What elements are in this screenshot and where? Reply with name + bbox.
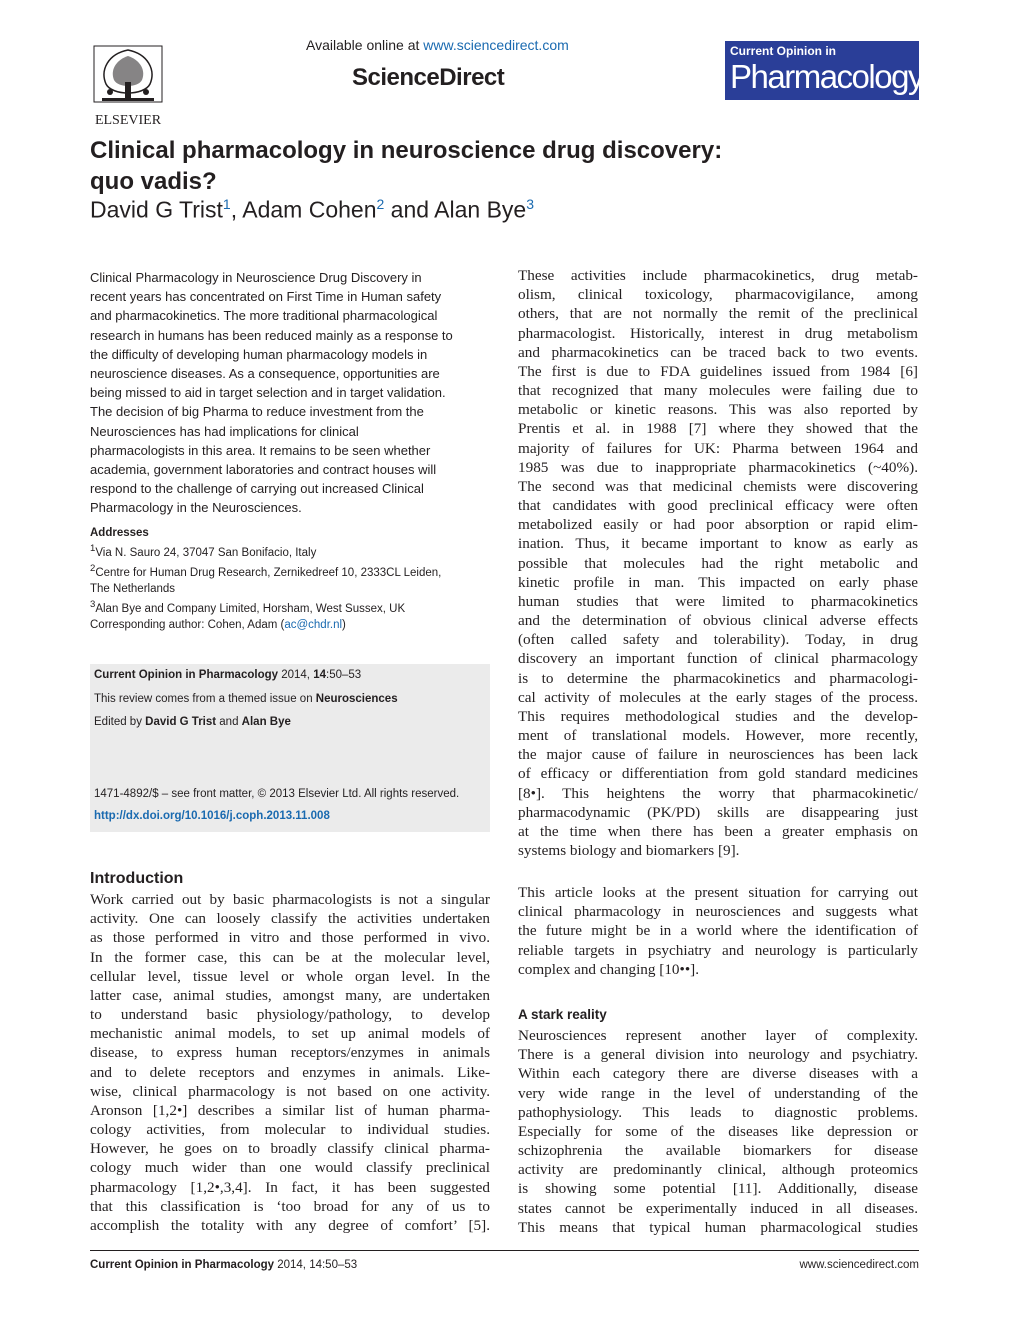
intro-text-line: In the former case, this can be at the molecular level, <box>90 948 490 966</box>
right-1-line: systems biology and biomarkers [9]. <box>518 842 740 860</box>
address-2 <box>90 561 490 581</box>
stark-reality-heading: A stark reality <box>518 1007 607 1022</box>
right-1-line: that recognized that many molecules were failing due to <box>518 382 918 400</box>
journal-banner-top: Current Opinion in <box>730 44 836 58</box>
abstract-line: the difficulty of developing human pharmacology models in <box>90 346 428 362</box>
right-1-line: (often called safety and tolerability). Today, in drug <box>518 631 918 649</box>
author-3: Alan Bye <box>434 196 527 223</box>
right-1-line: These activities include pharmacokinetics, drug metab- <box>518 267 918 284</box>
addresses-heading: Addresses <box>90 527 149 539</box>
right-1-line: and pharmacokinetics can be traced back to two events. <box>518 343 918 361</box>
right-1-line: 1985 was due to inappropriate pharmacokinetics (~40%). <box>518 458 918 476</box>
author-sep: and <box>384 196 435 223</box>
available-online <box>306 37 569 53</box>
right-1-line: kinetic profile in man. This impacted on early phase <box>518 573 918 591</box>
address-num: 1 <box>90 543 96 554</box>
elsevier-logo <box>88 40 168 128</box>
author-sep: , <box>230 196 243 223</box>
right-1-line: [8•]. This heightens the worry that pharmacokinetic/ <box>518 784 918 802</box>
intro-text-line: to understand basic physiology/pathology, to develop <box>90 1006 490 1024</box>
intro-text-line: wise, clinical pharmacology is not based on one activity. <box>90 1082 490 1100</box>
right-1-line: that candidates with good preclinical efficacy were often <box>518 497 918 515</box>
intro-text-line: cology much wider than one would classify preclinical <box>90 1159 490 1177</box>
right-1-line: human studies that were limited to pharmacokinetics <box>518 592 918 610</box>
abstract <box>90 268 490 518</box>
abstract-line: academia, government laboratories and contract houses will <box>90 462 437 478</box>
right-2-line: complex and changing [10••]. <box>518 960 700 978</box>
right-1-line: possible that molecules had the right metabolic and <box>518 554 918 572</box>
abstract-line: Pharmacology in the Neurosciences. <box>90 500 302 516</box>
intro-text-line: However, he goes on to broadly classify clinical pharma- <box>90 1140 490 1158</box>
corr-email-link[interactable]: ac@chdr.nl <box>284 619 343 631</box>
intro-text-line: that this classification is ‘too broad for any of us to <box>90 1197 490 1215</box>
info-theme-prefix: This review comes from a themed issue on <box>94 693 316 705</box>
right-1-line: pharmacologist. Historically, interest in drug metabolism <box>518 324 918 342</box>
footer-divider <box>90 1250 919 1251</box>
intro-text-line: accomplish the totality with any degree of comfort’ [5]. <box>90 1216 490 1234</box>
info-editors <box>94 716 291 728</box>
info-journal: Current Opinion in Pharmacology <box>94 669 279 681</box>
right-3-line: activity are predominantly clinical, although proteomics <box>518 1161 918 1179</box>
right-3-line: Neurosciences represent another layer of complexity. <box>518 1027 918 1044</box>
right-2-line: reliable targets in psychiatry and neurology is particularly <box>518 941 918 959</box>
available-prefix: Available online at <box>306 37 424 53</box>
right-1-line: Prentis et al. in 1988 [7] where they showed that the <box>518 420 918 438</box>
info-year: 2014, <box>278 669 314 681</box>
intro-paragraph <box>90 890 490 1235</box>
right-3-line: is showing some potential [11]. Additionally, disease <box>518 1180 918 1198</box>
right-3-line: Within each category there are diverse diseases with a <box>518 1065 918 1083</box>
intro-text-line: cellular level, tissue level or whole organ level. In the <box>90 967 490 985</box>
right-2-line: clinical pharmacology in neurosciences and suggests what <box>518 903 918 921</box>
address-2-cont: The Netherlands <box>90 582 176 595</box>
intro-text-line: Work carried out by basic pharmacologists is not a singular <box>90 891 490 908</box>
corresponding-author <box>90 619 346 631</box>
intro-text-line: mechanistic animal models, to set up animal models of <box>90 1025 490 1043</box>
right-1-line: ination. Thus, it became important to know as early as <box>518 535 918 553</box>
right-3-line: schizophrenia the available biomarkers for disease <box>518 1142 918 1160</box>
right-1-line: of efficacy or differentiation from gold standard medicines <box>518 765 918 783</box>
intro-text-line: cology activities, from molecular to individual studies. <box>90 1121 490 1139</box>
right-3-line: pathophysiology. This leads to diagnostic problems. <box>518 1103 918 1121</box>
info-theme <box>94 693 398 705</box>
right-1-line: is to determine the pharmacokinetics and pharmacologi- <box>518 669 918 687</box>
right-3-line: very wide range in the level of understanding of the <box>518 1084 918 1102</box>
info-box <box>90 664 490 832</box>
intro-text-line: and to delete receptors and enzymes in animals. Like- <box>90 1063 490 1081</box>
elsevier-tree-icon <box>88 40 168 128</box>
abstract-line: being missed to aid in target selection and in target validation. <box>90 385 446 401</box>
info-edited-prefix: Edited by <box>94 716 146 728</box>
info-copyright: 1471-4892/$ – see front matter, © 2013 Elsevier Ltd. All rights reserved. <box>94 788 460 800</box>
right-1-line: metabolic or kinetic reasons. This was also reported by <box>518 401 918 419</box>
address-num: 3 <box>90 598 96 610</box>
right-1-line: ment of translational models. However, more recently, <box>518 727 918 745</box>
right-1-line: pharmacodynamic (PK/PD) skills are disappearing just <box>518 803 918 821</box>
author-1: David G Trist <box>90 196 223 223</box>
right-1-line: metabolized easily or had poor absorption or rapid elim- <box>518 516 918 534</box>
info-citation <box>94 669 361 681</box>
right-3-line: There is a general division into neurology and psychiatry. <box>518 1046 918 1064</box>
right-1-line: The second was that medicinal chemists were discovering <box>518 477 918 495</box>
address-3 <box>90 597 490 617</box>
right-1-line: The first is due to FDA guidelines issued from 1984 [6] <box>518 362 918 380</box>
intro-text-line: pharmacology [1,2•,3,4]. In fact, it has been suggested <box>90 1178 490 1196</box>
abstract-line: research in humans has been reduced mainly as a response to <box>90 327 453 343</box>
abstract-line: recent years has concentrated on First Time in Human safety <box>90 289 442 305</box>
right-paragraph-2 <box>518 883 918 979</box>
addresses <box>90 525 490 616</box>
right-1-line: the major cause of failure in neurosciences has been lack <box>518 746 918 764</box>
author-2: Adam Cohen <box>242 196 377 223</box>
address-1 <box>90 541 490 561</box>
doi-link[interactable]: http://dx.doi.org/10.1016/j.coph.2013.11.008 <box>94 810 330 822</box>
address-text: Alan Bye and Company Limited, Horsham, West Sussex, UK <box>95 602 406 615</box>
right-1-line: at the time when there has been a greater emphasis on <box>518 822 918 840</box>
author-list <box>90 196 534 224</box>
author-1-affil[interactable]: 1 <box>222 196 231 212</box>
intro-text-line: disease, to express human receptors/enzymes in animals <box>90 1044 490 1062</box>
abstract-line: and pharmacokinetics. The more traditional pharmacological <box>90 308 438 324</box>
journal-banner-title: Pharmacology <box>730 58 923 95</box>
right-3-line: This means that typical human pharmacological studies <box>518 1218 918 1236</box>
title-line-1: Clinical pharmacology in neuroscience drug discovery: <box>90 137 723 164</box>
abstract-line: Neurosciences has had implications for clinical <box>90 423 359 439</box>
right-1-line: and the determination of obvious clinical adverse effects <box>518 612 918 630</box>
abstract-line: neuroscience diseases. As a consequence, opportunities are <box>90 366 440 382</box>
info-editor-1: David G Trist <box>145 716 217 728</box>
title-line-2: quo vadis? <box>90 168 217 195</box>
right-3-line: Especially for some of the diseases like depression or <box>518 1122 918 1140</box>
info-editor-2: Alan Bye <box>241 716 291 728</box>
abstract-line: pharmacologists in this area. It remains to be seen whether <box>90 442 431 458</box>
address-num: 2 <box>90 562 96 574</box>
intro-heading: Introduction <box>90 870 184 887</box>
info-pages: :50–53 <box>326 669 362 681</box>
right-1-line: This requires methodological studies and the develop- <box>518 707 918 725</box>
right-1-line: discovery an important function of clinical pharmacology <box>518 650 918 668</box>
platform-name: ScienceDirect <box>352 64 505 91</box>
info-and: and <box>216 716 242 728</box>
abstract-line: The decision of big Pharma to reduce investment from the <box>90 404 424 420</box>
right-paragraph-3 <box>518 1026 918 1237</box>
journal-banner <box>725 41 923 100</box>
right-1-line: cal activity of molecules at the early stages of the process. <box>518 688 918 706</box>
intro-text-line: latter case, animal studies, amongst many, are undertaken <box>90 986 490 1004</box>
intro-text-line: as those performed in vitro and those performed in vivo. <box>90 929 490 947</box>
right-3-line: states cannot be experimentally induced in all diseases. <box>518 1199 918 1217</box>
author-3-affil[interactable]: 3 <box>526 196 535 212</box>
footer-url[interactable]: www.sciencedirect.com <box>799 1259 919 1271</box>
footer-citation <box>90 1259 357 1271</box>
corr-suffix: ) <box>342 619 346 631</box>
intro-text-line: Aronson [1,2•] describes a similar list of human pharma- <box>90 1101 490 1119</box>
info-theme-link[interactable]: Neurosciences <box>315 693 398 705</box>
intro-text-line: activity. One can loosely classify the activities undertaken <box>90 910 490 928</box>
right-1-line: majority of failures for UK: Pharma between 1964 and <box>518 439 918 457</box>
address-text: Via N. Sauro 24, 37047 San Bonifacio, Italy <box>95 546 317 559</box>
corr-prefix: Corresponding author: Cohen, Adam ( <box>90 619 285 631</box>
right-1-line: others, that are not normally the remit of the preclinical <box>518 305 918 323</box>
abstract-line: Clinical Pharmacology in Neuroscience Drug Discovery in <box>90 270 422 285</box>
publisher-label: ELSEVIER <box>94 113 162 128</box>
right-2-line: This article looks at the present situation for carrying out <box>518 884 918 901</box>
sciencedirect-link[interactable]: www.sciencedirect.com <box>423 37 569 53</box>
footer-volume: 2014, 14:50–53 <box>274 1259 358 1271</box>
abstract-line: respond to the challenge of carrying out increased Clinical <box>90 481 424 497</box>
right-1-line: olism, clinical toxicology, pharmacovigilance, among <box>518 286 918 304</box>
article-title <box>90 135 850 197</box>
info-volume: 14 <box>313 669 326 681</box>
right-2-line: the future might be in a world where the identification of <box>518 922 918 940</box>
author-2-affil[interactable]: 2 <box>376 196 385 212</box>
address-text: Centre for Human Drug Research, Zernikedreef 10, 2333CL Leiden, <box>95 566 442 579</box>
right-paragraph-1 <box>518 266 918 860</box>
footer-journal: Current Opinion in Pharmacology <box>90 1259 275 1271</box>
